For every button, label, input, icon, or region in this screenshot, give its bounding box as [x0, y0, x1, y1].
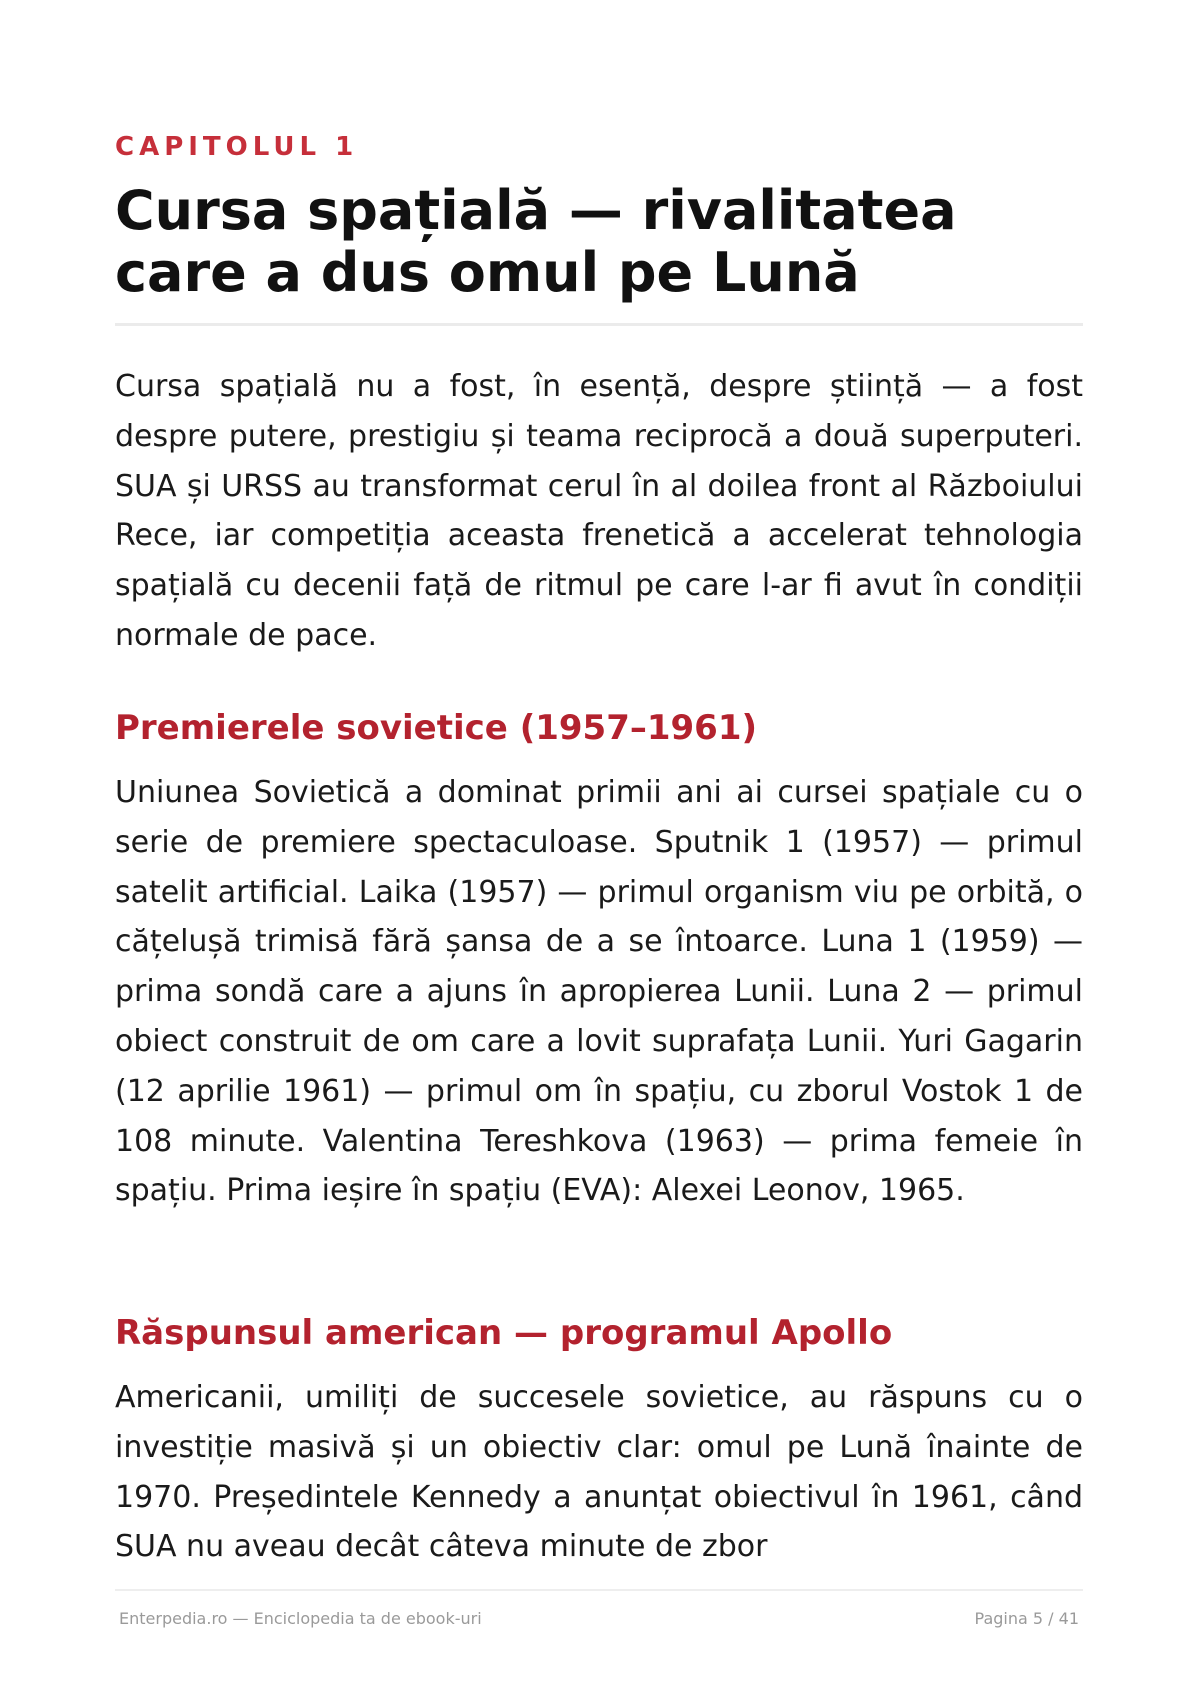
title-divider	[115, 323, 1083, 326]
intro-paragraph: Cursa spațială nu a fost, în esență, despre știință — a fost despre putere, prestigiu și teama reciprocă a două superputeri. SUA și URSS au transformat cerul în al doilea front al Războiului Rece, iar competiția aceasta frenetică a accelerat tehnologia spațială cu decenii față de ritmul pe care l-ar fi avut în condiții normale de pace.	[115, 369, 1083, 653]
footer-page-number: Pagina 5 / 41	[974, 1609, 1079, 1628]
section-heading-apollo: Răspunsul american — programul Apollo	[115, 1313, 893, 1353]
footer-site-name: Enterpedia.ro — Enciclopedia ta de ebook-uri	[119, 1609, 482, 1628]
section-paragraph-soviet-firsts: Uniunea Sovietică a dominat primii ani ai cursei spațiale cu o serie de premiere spectaculoase. Sputnik 1 (1957) — primul satelit artificial. Laika (1957) — primul organism viu pe orbită, o cățelușă trimisă fără șansa de a se întoarce. Luna 1 (1959) — prima sondă care a ajuns în apropierea Lunii. Luna 2 — primul obiect construit de om care a lovit suprafața Lunii. Yuri Gagarin (12 aprilie 1961) — primul om în spațiu, cu zborul Vostok 1 de 108 minute. Valentina Tereshkova (1963) — prima femeie în spațiu. Prima ieșire în spațiu (EVA): Alexei Leonov, 1965.	[115, 775, 1083, 1209]
section-heading-soviet-firsts: Premierele sovietice (1957–1961)	[115, 708, 758, 748]
section-paragraph-apollo: Americanii, umiliți de succesele sovietice, au răspuns cu o investiție masivă și un obiectiv clar: omul pe Lună înainte de 1970. Președintele Kennedy a anunțat obiectivul în 1961, când SUA nu aveau decât câteva minute de zbor	[115, 1380, 1083, 1565]
footer-divider	[115, 1589, 1083, 1591]
chapter-title: Cursa spațială — rivalitatea care a dus omul pe Lună	[115, 179, 957, 304]
chapter-label: CAPITOLUL 1	[115, 132, 359, 162]
